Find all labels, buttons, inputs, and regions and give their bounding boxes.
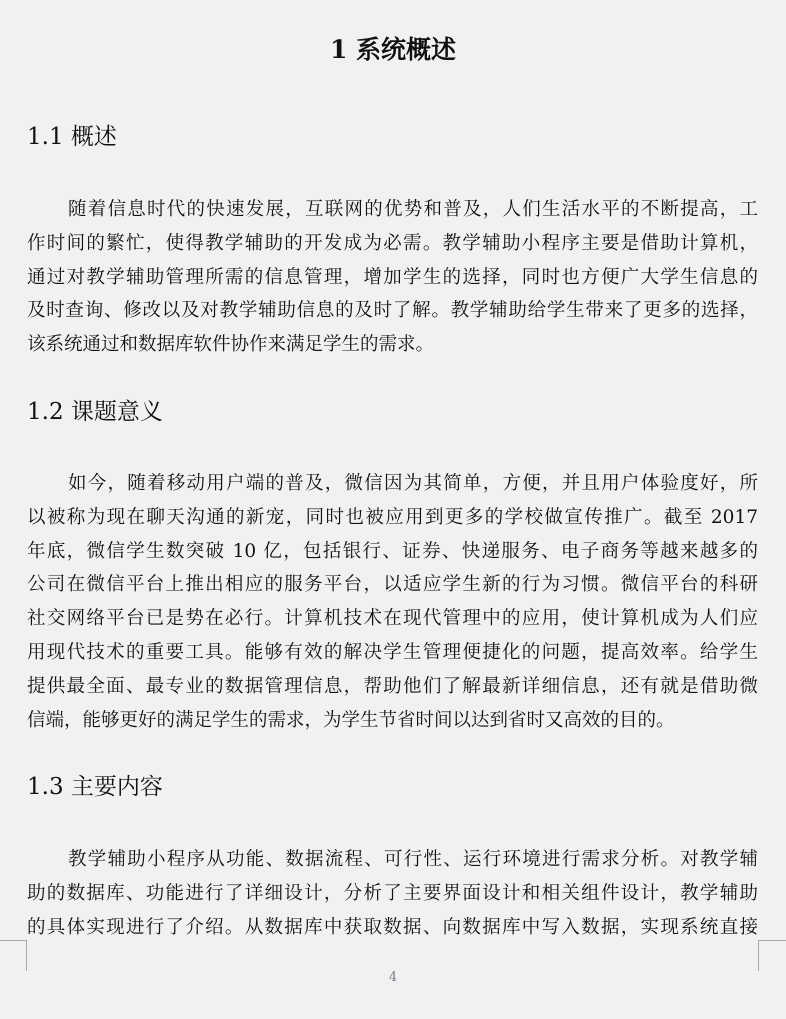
text-line: 该系统通过和数据库软件协作来满足学生的需求。	[27, 334, 435, 356]
paragraph-significance	[27, 467, 758, 737]
text-line: 如今，随着移动用户端的普及，微信因为其简单，方便，并且用户体验度好，所	[68, 473, 758, 494]
text-line: 信端，能够更好的满足学生的需求，为学生节省时间以达到省时又高效的目的。	[27, 709, 675, 731]
text-line: 社交网络平台已是势在必行。计算机技术在现代管理中的应用，使计算机成为人们应	[27, 608, 758, 630]
section-heading-overview: 1.1 概述	[27, 124, 117, 150]
text-line: 年底，微信学生数突破 10 亿，包括银行、证券、快递服务、电子商务等越来越多的	[27, 540, 758, 562]
paragraph-main-content	[27, 843, 758, 944]
text-line: 用现代技术的重要工具。能够有效的解决学生管理便捷化的问题，提高效率。给学生	[27, 641, 758, 663]
text-line: 以被称为现在聊天沟通的新宠，同时也被应用到更多的学校做宣传推广。截至 2017	[27, 506, 758, 528]
text-line: 随着信息时代的快速发展，互联网的优势和普及，人们生活水平的不断提高，工	[68, 199, 758, 220]
margin-corner-mark-left	[0, 940, 27, 971]
text-line: 助的数据库、功能进行了详细设计，分析了主要界面设计和相关组件设计，教学辅助	[27, 882, 758, 904]
margin-corner-mark-right	[758, 940, 786, 971]
section-heading-main-content: 1.3 主要内容	[27, 774, 163, 800]
section-heading-significance: 1.2 课题意义	[27, 399, 163, 425]
text-line: 提供最全面、最专业的数据管理信息，帮助他们了解最新详细信息，还有就是借助微	[27, 675, 758, 697]
text-line: 教学辅助小程序从功能、数据流程、可行性、运行环境进行需求分析。对教学辅	[68, 849, 758, 870]
paragraph-overview	[27, 193, 758, 362]
text-line: 作时间的繁忙，使得教学辅助的开发成为必需。教学辅助小程序主要是借助计算机，	[27, 232, 758, 254]
text-line: 公司在微信平台上推出相应的服务平台，以适应学生新的行为习惯。微信平台的科研	[27, 574, 758, 596]
page-number: 4	[388, 970, 398, 985]
text-line: 的具体实现进行了介绍。从数据库中获取数据、向数据库中写入数据，实现系统直接	[27, 916, 758, 938]
text-line: 及时查询、修改以及对教学辅助信息的及时了解。教学辅助给学生带来了更多的选择，	[27, 300, 758, 322]
text-line: 通过对教学辅助管理所需的信息管理，增加学生的选择，同时也方便广大学生信息的	[27, 266, 758, 288]
chapter-title: 1 系统概述	[329, 35, 457, 64]
